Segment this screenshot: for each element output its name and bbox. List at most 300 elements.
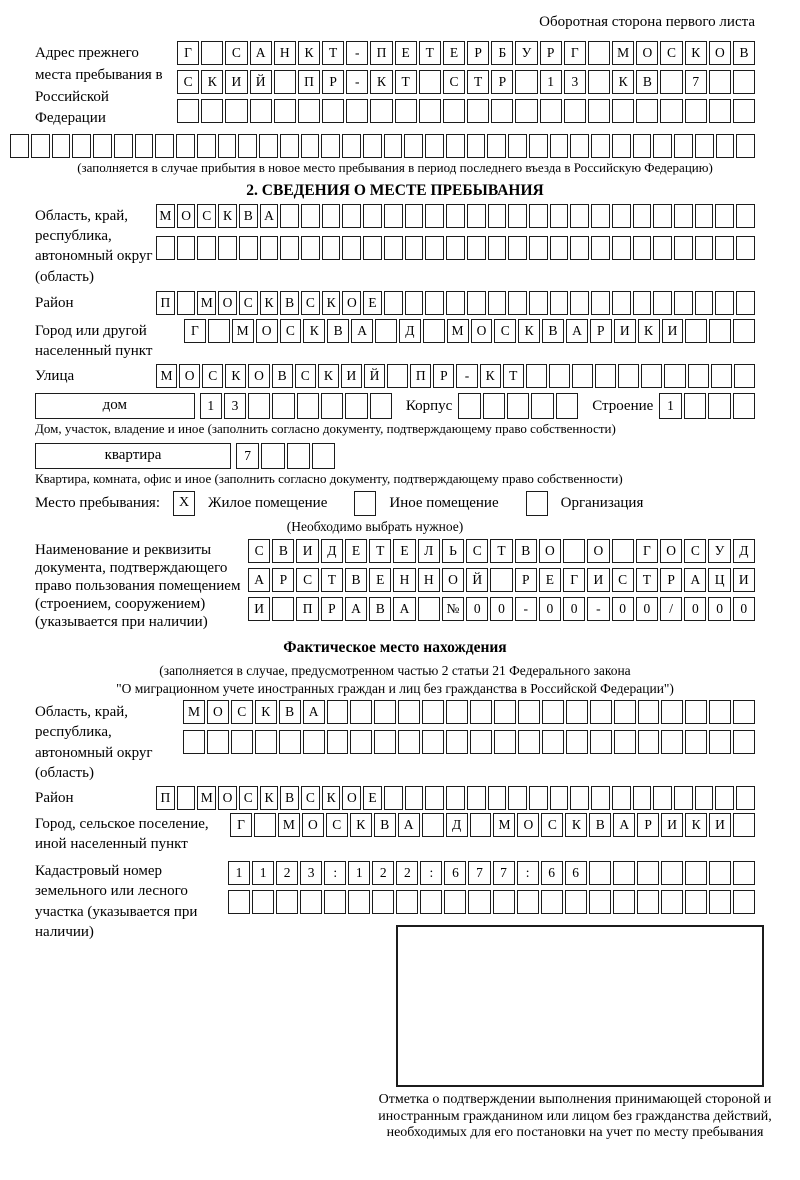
char-cell[interactable] <box>301 204 320 228</box>
char-cell[interactable]: 2 <box>396 861 418 885</box>
char-cell[interactable] <box>709 99 731 123</box>
char-cell[interactable] <box>446 236 465 260</box>
char-cell[interactable] <box>565 890 587 914</box>
char-cell[interactable] <box>274 70 296 94</box>
char-cell[interactable] <box>297 393 319 419</box>
char-cell[interactable]: С <box>326 813 348 837</box>
char-cell[interactable]: Р <box>590 319 612 343</box>
char-cell[interactable] <box>395 99 417 123</box>
char-cell[interactable] <box>715 236 734 260</box>
char-cell[interactable] <box>470 730 492 754</box>
char-cell[interactable] <box>72 134 91 158</box>
char-cell[interactable] <box>695 786 714 810</box>
char-cell[interactable]: : <box>517 861 539 885</box>
char-cell[interactable] <box>550 204 569 228</box>
char-cell[interactable] <box>494 700 516 724</box>
char-cell[interactable] <box>711 364 732 388</box>
char-cell[interactable] <box>419 70 441 94</box>
char-cell[interactable]: В <box>279 700 301 724</box>
char-cell[interactable]: Е <box>369 568 391 592</box>
char-cell[interactable] <box>228 890 250 914</box>
char-cell[interactable]: К <box>612 70 634 94</box>
char-cell[interactable]: Г <box>563 568 585 592</box>
char-cell[interactable] <box>467 236 486 260</box>
char-cell[interactable] <box>613 890 635 914</box>
char-cell[interactable]: Г <box>184 319 206 343</box>
char-cell[interactable]: М <box>493 813 515 837</box>
char-cell[interactable]: 0 <box>636 597 658 621</box>
char-cell[interactable] <box>590 730 612 754</box>
char-cell[interactable] <box>685 890 707 914</box>
char-cell[interactable]: 0 <box>539 597 561 621</box>
char-cell[interactable]: В <box>272 539 294 563</box>
char-cell[interactable] <box>733 890 755 914</box>
char-cell[interactable]: Т <box>467 70 489 94</box>
char-cell[interactable]: В <box>369 597 391 621</box>
char-cell[interactable]: У <box>515 41 537 65</box>
char-cell[interactable] <box>254 813 276 837</box>
char-cell[interactable]: С <box>301 786 320 810</box>
char-cell[interactable]: А <box>248 568 270 592</box>
char-cell[interactable]: А <box>303 700 325 724</box>
char-cell[interactable] <box>446 204 465 228</box>
char-cell[interactable]: 0 <box>466 597 488 621</box>
char-cell[interactable] <box>695 236 714 260</box>
house-type-field[interactable]: дом <box>35 393 195 419</box>
char-cell[interactable]: Т <box>419 41 441 65</box>
char-cell[interactable]: В <box>345 568 367 592</box>
char-cell[interactable] <box>370 393 392 419</box>
char-cell[interactable]: 2 <box>276 861 298 885</box>
char-cell[interactable] <box>322 204 341 228</box>
char-cell[interactable] <box>225 99 247 123</box>
char-cell[interactable]: О <box>471 319 493 343</box>
char-cell[interactable] <box>425 291 444 315</box>
char-cell[interactable]: Т <box>503 364 524 388</box>
char-cell[interactable]: Е <box>539 568 561 592</box>
char-cell[interactable] <box>261 443 284 469</box>
char-cell[interactable] <box>350 700 372 724</box>
char-cell[interactable]: А <box>684 568 706 592</box>
char-cell[interactable] <box>716 134 735 158</box>
char-cell[interactable] <box>363 134 382 158</box>
char-cell[interactable]: 2 <box>372 861 394 885</box>
char-cell[interactable]: - <box>346 70 368 94</box>
char-cell[interactable] <box>515 70 537 94</box>
char-cell[interactable] <box>298 99 320 123</box>
char-cell[interactable]: - <box>515 597 537 621</box>
char-cell[interactable] <box>342 204 361 228</box>
char-cell[interactable] <box>425 786 444 810</box>
char-cell[interactable] <box>183 730 205 754</box>
char-cell[interactable] <box>661 730 683 754</box>
char-cell[interactable]: М <box>447 319 469 343</box>
char-cell[interactable]: К <box>260 291 279 315</box>
char-cell[interactable]: С <box>248 539 270 563</box>
char-cell[interactable] <box>422 730 444 754</box>
char-cell[interactable] <box>177 291 196 315</box>
char-cell[interactable] <box>736 134 755 158</box>
char-cell[interactable] <box>674 134 693 158</box>
char-cell[interactable] <box>685 319 707 343</box>
char-cell[interactable]: 0 <box>612 597 634 621</box>
char-cell[interactable] <box>612 204 631 228</box>
char-cell[interactable] <box>280 204 299 228</box>
char-cell[interactable]: Е <box>363 786 382 810</box>
char-cell[interactable] <box>374 730 396 754</box>
char-cell[interactable]: А <box>351 319 373 343</box>
char-cell[interactable] <box>508 786 527 810</box>
char-cell[interactable]: Г <box>636 539 658 563</box>
apartment-type-field[interactable]: квартира <box>35 443 231 469</box>
char-cell[interactable]: С <box>197 204 216 228</box>
char-cell[interactable] <box>398 730 420 754</box>
char-cell[interactable]: 1 <box>200 393 222 419</box>
char-cell[interactable] <box>709 861 731 885</box>
char-cell[interactable]: № <box>442 597 464 621</box>
char-cell[interactable]: Й <box>250 70 272 94</box>
char-cell[interactable] <box>52 134 71 158</box>
char-cell[interactable] <box>488 204 507 228</box>
char-cell[interactable] <box>507 393 529 419</box>
char-cell[interactable]: - <box>456 364 477 388</box>
char-cell[interactable] <box>736 204 755 228</box>
char-cell[interactable] <box>529 786 548 810</box>
char-cell[interactable]: К <box>480 364 501 388</box>
char-cell[interactable] <box>734 364 755 388</box>
char-cell[interactable]: М <box>612 41 634 65</box>
char-cell[interactable]: И <box>225 70 247 94</box>
char-cell[interactable] <box>688 364 709 388</box>
char-cell[interactable] <box>589 890 611 914</box>
char-cell[interactable] <box>490 568 512 592</box>
char-cell[interactable] <box>10 134 29 158</box>
char-cell[interactable]: А <box>345 597 367 621</box>
char-cell[interactable] <box>709 890 731 914</box>
char-cell[interactable] <box>155 134 174 158</box>
char-cell[interactable] <box>491 99 513 123</box>
char-cell[interactable]: О <box>587 539 609 563</box>
char-cell[interactable] <box>641 364 662 388</box>
char-cell[interactable] <box>733 70 755 94</box>
char-cell[interactable]: Р <box>515 568 537 592</box>
char-cell[interactable] <box>526 364 547 388</box>
char-cell[interactable] <box>419 99 441 123</box>
char-cell[interactable]: В <box>239 204 258 228</box>
char-cell[interactable] <box>425 204 444 228</box>
char-cell[interactable] <box>287 443 310 469</box>
char-cell[interactable]: К <box>685 813 707 837</box>
char-cell[interactable]: Р <box>637 813 659 837</box>
char-cell[interactable] <box>570 134 589 158</box>
char-cell[interactable] <box>444 890 466 914</box>
char-cell[interactable]: В <box>636 70 658 94</box>
char-cell[interactable] <box>384 204 403 228</box>
char-cell[interactable] <box>660 99 682 123</box>
char-cell[interactable] <box>250 99 272 123</box>
char-cell[interactable] <box>248 393 270 419</box>
char-cell[interactable] <box>736 786 755 810</box>
char-cell[interactable] <box>564 99 586 123</box>
char-cell[interactable] <box>660 70 682 94</box>
char-cell[interactable] <box>342 134 361 158</box>
char-cell[interactable] <box>405 291 424 315</box>
char-cell[interactable] <box>350 730 372 754</box>
char-cell[interactable] <box>695 134 714 158</box>
char-cell[interactable] <box>664 364 685 388</box>
char-cell[interactable] <box>363 236 382 260</box>
char-cell[interactable]: И <box>662 319 684 343</box>
char-cell[interactable] <box>529 204 548 228</box>
char-cell[interactable]: О <box>256 319 278 343</box>
char-cell[interactable] <box>550 291 569 315</box>
char-cell[interactable]: А <box>566 319 588 343</box>
char-cell[interactable] <box>550 236 569 260</box>
char-cell[interactable]: Т <box>636 568 658 592</box>
char-cell[interactable]: В <box>589 813 611 837</box>
char-cell[interactable]: О <box>636 41 658 65</box>
char-cell[interactable] <box>588 70 610 94</box>
char-cell[interactable]: Е <box>363 291 382 315</box>
char-cell[interactable] <box>633 134 652 158</box>
char-cell[interactable] <box>446 730 468 754</box>
char-cell[interactable]: У <box>708 539 730 563</box>
char-cell[interactable]: В <box>327 319 349 343</box>
char-cell[interactable] <box>542 700 564 724</box>
char-cell[interactable] <box>370 99 392 123</box>
char-cell[interactable] <box>375 319 397 343</box>
char-cell[interactable]: П <box>410 364 431 388</box>
char-cell[interactable]: О <box>342 786 361 810</box>
char-cell[interactable]: - <box>346 41 368 65</box>
char-cell[interactable] <box>709 730 731 754</box>
char-cell[interactable] <box>674 236 693 260</box>
char-cell[interactable]: Г <box>564 41 586 65</box>
char-cell[interactable]: К <box>298 41 320 65</box>
char-cell[interactable]: О <box>218 786 237 810</box>
char-cell[interactable]: В <box>280 291 299 315</box>
char-cell[interactable]: 0 <box>733 597 755 621</box>
char-cell[interactable]: 7 <box>468 861 490 885</box>
char-cell[interactable] <box>239 236 258 260</box>
char-cell[interactable]: И <box>661 813 683 837</box>
char-cell[interactable] <box>446 134 465 158</box>
char-cell[interactable] <box>591 204 610 228</box>
char-cell[interactable] <box>301 236 320 260</box>
char-cell[interactable] <box>570 236 589 260</box>
char-cell[interactable]: П <box>156 291 175 315</box>
char-cell[interactable]: П <box>298 70 320 94</box>
char-cell[interactable]: К <box>322 291 341 315</box>
char-cell[interactable]: Р <box>272 568 294 592</box>
char-cell[interactable]: Ц <box>708 568 730 592</box>
char-cell[interactable] <box>709 700 731 724</box>
char-cell[interactable] <box>467 291 486 315</box>
char-cell[interactable] <box>446 291 465 315</box>
char-cell[interactable]: Г <box>177 41 199 65</box>
char-cell[interactable] <box>483 393 505 419</box>
char-cell[interactable] <box>327 730 349 754</box>
char-cell[interactable] <box>715 204 734 228</box>
char-cell[interactable]: О <box>179 364 200 388</box>
char-cell[interactable]: О <box>218 291 237 315</box>
char-cell[interactable] <box>550 786 569 810</box>
char-cell[interactable]: К <box>518 319 540 343</box>
char-cell[interactable] <box>467 786 486 810</box>
char-cell[interactable]: С <box>296 568 318 592</box>
char-cell[interactable]: А <box>613 813 635 837</box>
char-cell[interactable]: Р <box>540 41 562 65</box>
char-cell[interactable] <box>733 700 755 724</box>
char-cell[interactable]: 1 <box>252 861 274 885</box>
char-cell[interactable]: И <box>733 568 755 592</box>
char-cell[interactable] <box>633 204 652 228</box>
char-cell[interactable] <box>570 204 589 228</box>
char-cell[interactable] <box>636 99 658 123</box>
char-cell[interactable]: И <box>296 539 318 563</box>
char-cell[interactable] <box>201 99 223 123</box>
char-cell[interactable] <box>661 890 683 914</box>
char-cell[interactable] <box>541 890 563 914</box>
char-cell[interactable]: Н <box>418 568 440 592</box>
char-cell[interactable] <box>542 730 564 754</box>
char-cell[interactable] <box>563 539 585 563</box>
char-cell[interactable]: С <box>660 41 682 65</box>
char-cell[interactable] <box>540 99 562 123</box>
char-cell[interactable]: 7 <box>236 443 259 469</box>
char-cell[interactable] <box>321 134 340 158</box>
char-cell[interactable]: С <box>684 539 706 563</box>
char-cell[interactable] <box>612 539 634 563</box>
char-cell[interactable]: П <box>370 41 392 65</box>
char-cell[interactable]: М <box>232 319 254 343</box>
char-cell[interactable]: 0 <box>563 597 585 621</box>
char-cell[interactable]: 1 <box>540 70 562 94</box>
char-cell[interactable]: К <box>201 70 223 94</box>
char-cell[interactable] <box>612 134 631 158</box>
char-cell[interactable] <box>260 236 279 260</box>
char-cell[interactable] <box>488 291 507 315</box>
char-cell[interactable] <box>515 99 537 123</box>
char-cell[interactable]: С <box>494 319 516 343</box>
char-cell[interactable] <box>208 319 230 343</box>
char-cell[interactable] <box>384 786 403 810</box>
char-cell[interactable]: Р <box>467 41 489 65</box>
char-cell[interactable]: Й <box>364 364 385 388</box>
char-cell[interactable] <box>374 700 396 724</box>
char-cell[interactable] <box>637 890 659 914</box>
char-cell[interactable] <box>591 291 610 315</box>
char-cell[interactable]: М <box>156 364 177 388</box>
char-cell[interactable]: О <box>709 41 731 65</box>
char-cell[interactable]: О <box>248 364 269 388</box>
char-cell[interactable]: В <box>733 41 755 65</box>
char-cell[interactable] <box>156 236 175 260</box>
char-cell[interactable] <box>685 730 707 754</box>
dwelling-checkbox[interactable]: X <box>173 491 195 516</box>
char-cell[interactable] <box>633 786 652 810</box>
char-cell[interactable] <box>588 41 610 65</box>
char-cell[interactable]: С <box>612 568 634 592</box>
char-cell[interactable] <box>396 890 418 914</box>
char-cell[interactable]: И <box>587 568 609 592</box>
char-cell[interactable] <box>345 393 367 419</box>
char-cell[interactable] <box>372 890 394 914</box>
char-cell[interactable]: Д <box>733 539 755 563</box>
char-cell[interactable] <box>661 861 683 885</box>
char-cell[interactable] <box>176 134 195 158</box>
char-cell[interactable] <box>684 393 706 419</box>
char-cell[interactable]: Н <box>393 568 415 592</box>
char-cell[interactable] <box>508 134 527 158</box>
char-cell[interactable]: С <box>443 70 465 94</box>
char-cell[interactable]: 1 <box>659 393 681 419</box>
char-cell[interactable] <box>591 236 610 260</box>
char-cell[interactable] <box>591 786 610 810</box>
char-cell[interactable] <box>327 700 349 724</box>
char-cell[interactable] <box>529 291 548 315</box>
char-cell[interactable] <box>231 730 253 754</box>
char-cell[interactable] <box>518 730 540 754</box>
char-cell[interactable] <box>324 890 346 914</box>
char-cell[interactable] <box>508 291 527 315</box>
char-cell[interactable] <box>614 700 636 724</box>
char-cell[interactable] <box>342 236 361 260</box>
char-cell[interactable] <box>405 236 424 260</box>
char-cell[interactable] <box>470 813 492 837</box>
char-cell[interactable]: 3 <box>300 861 322 885</box>
char-cell[interactable]: С <box>466 539 488 563</box>
char-cell[interactable] <box>709 319 731 343</box>
char-cell[interactable]: К <box>303 319 325 343</box>
char-cell[interactable] <box>488 786 507 810</box>
char-cell[interactable] <box>733 319 755 343</box>
char-cell[interactable]: Т <box>321 568 343 592</box>
char-cell[interactable] <box>272 597 294 621</box>
char-cell[interactable] <box>661 700 683 724</box>
char-cell[interactable] <box>405 204 424 228</box>
char-cell[interactable]: С <box>295 364 316 388</box>
char-cell[interactable] <box>384 134 403 158</box>
char-cell[interactable] <box>733 99 755 123</box>
char-cell[interactable]: Д <box>446 813 468 837</box>
char-cell[interactable] <box>425 236 444 260</box>
char-cell[interactable] <box>346 99 368 123</box>
char-cell[interactable]: 0 <box>708 597 730 621</box>
char-cell[interactable] <box>276 890 298 914</box>
char-cell[interactable] <box>529 236 548 260</box>
char-cell[interactable] <box>255 730 277 754</box>
char-cell[interactable]: С <box>231 700 253 724</box>
char-cell[interactable] <box>709 70 731 94</box>
char-cell[interactable] <box>312 443 335 469</box>
other-premises-checkbox[interactable] <box>354 491 376 516</box>
char-cell[interactable]: Р <box>660 568 682 592</box>
char-cell[interactable]: 3 <box>564 70 586 94</box>
char-cell[interactable] <box>612 236 631 260</box>
char-cell[interactable]: С <box>301 291 320 315</box>
char-cell[interactable] <box>135 134 154 158</box>
char-cell[interactable] <box>348 890 370 914</box>
char-cell[interactable]: К <box>685 41 707 65</box>
char-cell[interactable] <box>467 99 489 123</box>
char-cell[interactable] <box>590 700 612 724</box>
char-cell[interactable]: В <box>542 319 564 343</box>
char-cell[interactable] <box>494 730 516 754</box>
char-cell[interactable] <box>618 364 639 388</box>
char-cell[interactable] <box>458 393 480 419</box>
char-cell[interactable] <box>633 291 652 315</box>
